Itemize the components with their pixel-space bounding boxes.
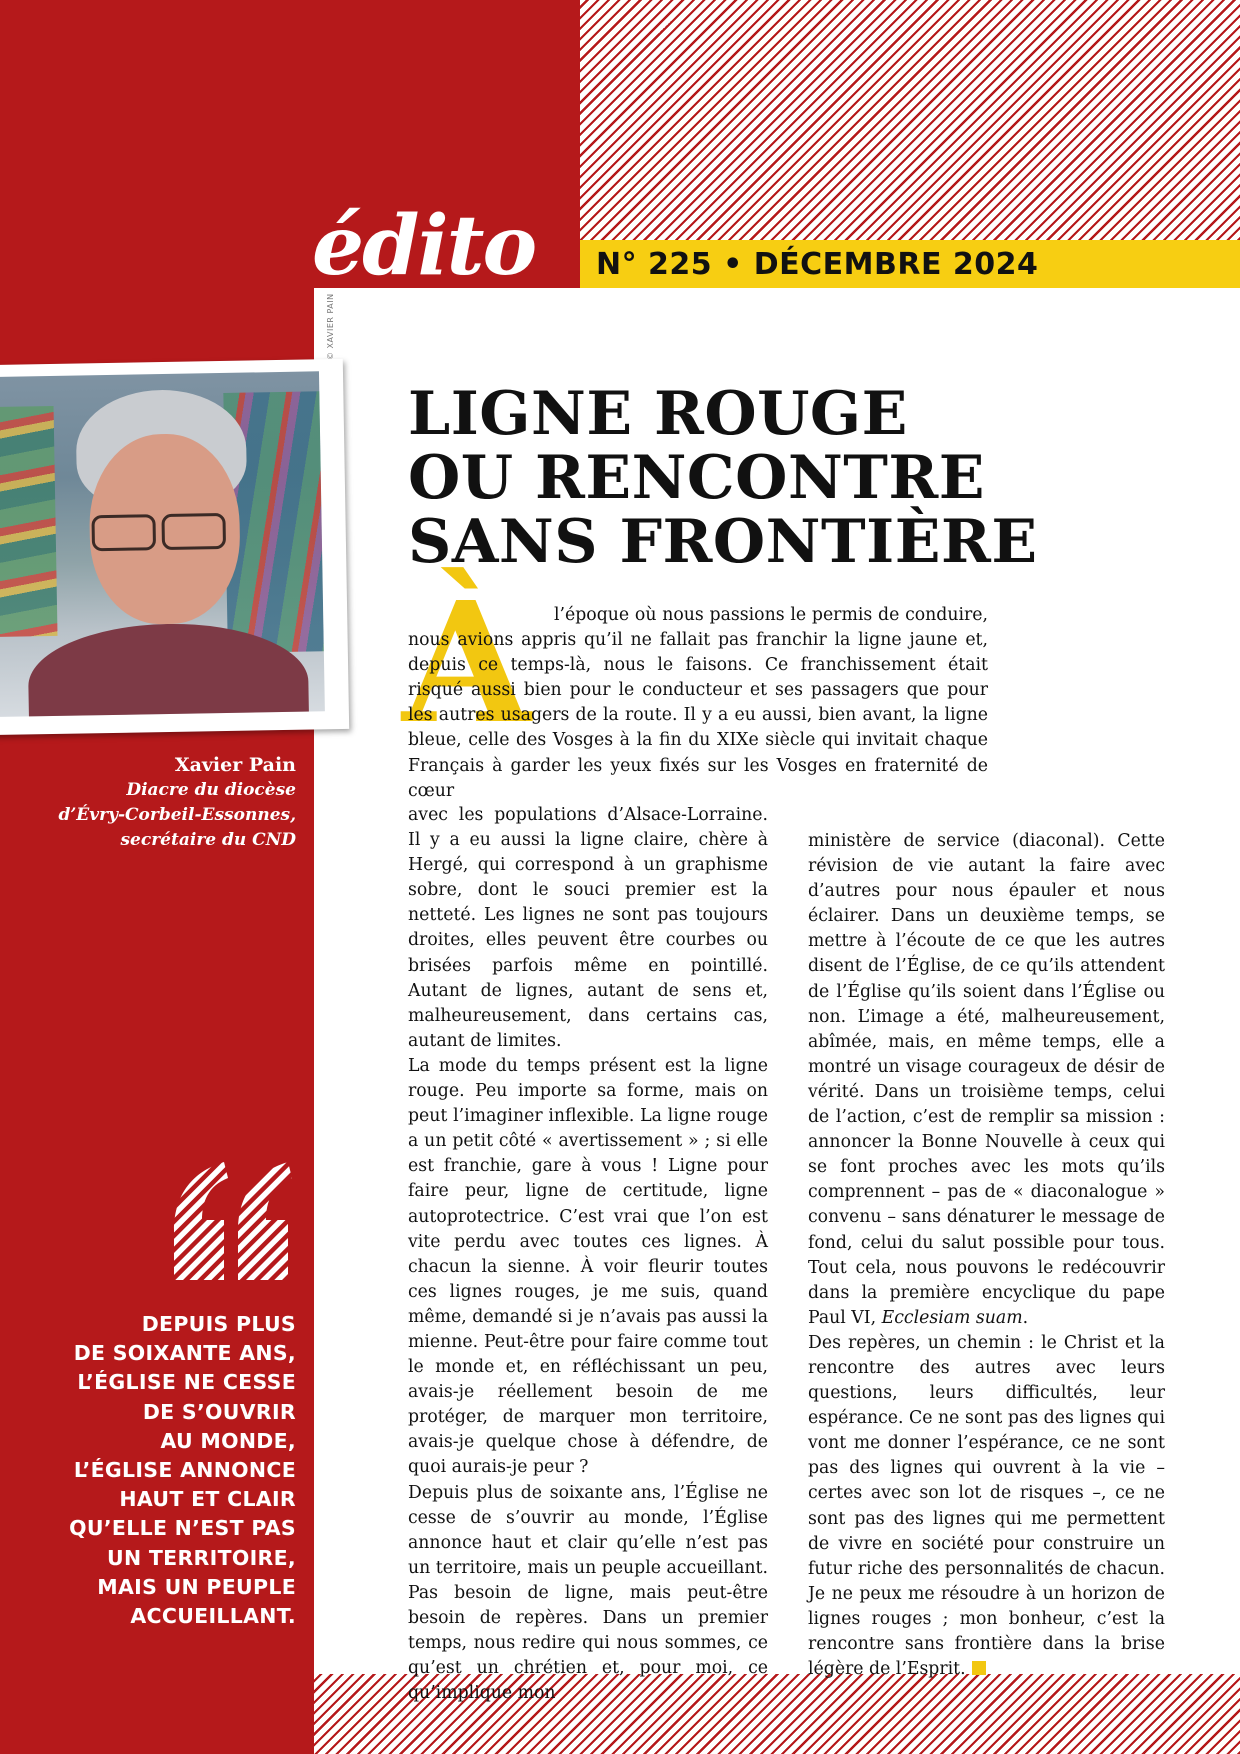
- pull-quote: [0, 1310, 296, 1631]
- climbing-wall-left: [0, 406, 58, 637]
- author-name: Xavier Pain: [174, 754, 296, 776]
- pull-quote-line: UN TERRITOIRE,: [107, 1545, 296, 1570]
- pull-quote-line: L’ÉGLISE NE CESSE: [77, 1370, 296, 1395]
- title-line: SANS FRONTIÈRE: [408, 507, 1038, 577]
- paragraph: [808, 1331, 1165, 1682]
- paragraph: Depuis plus de soixante ans, l’Église ne cesse de s’ouvrir au monde, l’Église annonce haut et clair qu’elle n’est pas un territoire, mais un peuple accueillant. Pas besoin de ligne, mais peut-être besoin de repères. Dans un premier temps, nous redire qui nous sommes, ce qu’est un chrétien et, pour moi, ce qu’implique mon: [408, 1482, 768, 1704]
- author-role-line: Diacre du diocèse: [126, 780, 296, 800]
- title-line: LIGNE ROUGE: [408, 379, 908, 449]
- paragraph: avec les populations d’Alsace-Lorraine. Il y a eu aussi la ligne claire, chère à Hergé, qui correspond à un graphisme sobre, dont le souci premier est la netteté. Les lignes ne sont pas toujours droites, elles peuvent être courbes ou brisées parfois même en pointillé. Autant de lignes, autant de sens et, malheureusement, dans certains cas, autant de limites.: [408, 805, 768, 1051]
- paragraph-end: .: [1022, 1307, 1029, 1328]
- author-role-line: secrétaire du CND: [120, 830, 296, 850]
- pull-quote-line: L’ÉGLISE ANNONCE: [73, 1458, 296, 1483]
- pull-quote-line: MAIS UN PEUPLE: [97, 1574, 296, 1599]
- pull-quote-line: QU’ELLE N’EST PAS: [69, 1516, 296, 1541]
- paragraph-text: ministère de service (diaconal). Cette révision de vie autant la faire avec d’autres pour nous épauler et nous éclairer. Dans un deuxième temps, se mettre à l’écoute de ce que les autres disent de l’Église, de ce qu’ils attendent de l’Église qu’ils soient dans l’Église ou non. L’image a été, malheureusement, abîmée, mais, en même temps, elle a montré un visage courageux de désir de vérité. Dans un troisième temps, celui de l’action, c’est de remplir sa mission : annoncer la Bonne Nouvelle à ceux qui se font proches avec les mots qu’ils comprennent – pas de « diaconalogue » convenu – sans dénaturer le message de fond, celui du salut possible pour tous. Tout cela, nous pouvons le redécouvrir dans la première encyclique du pape Paul VI,: [808, 831, 1165, 1328]
- section-label: édito: [312, 198, 536, 294]
- pull-quote-line: DE S’OUVRIR: [142, 1399, 296, 1424]
- author-block: [0, 752, 296, 853]
- encyclical-title: Ecclesiam suam: [881, 1307, 1023, 1328]
- article-column-1: [408, 803, 768, 1706]
- quote-mark-icon: [166, 1162, 296, 1282]
- article-intro: [408, 603, 988, 804]
- intro-text: l’époque où nous passions le permis de conduire, nous avions appris qu’il ne fallait pas franchir la ligne jaune et, depuis ce temps-là, nous le faisons. Ce franchissement était risqué aussi bien pour le conducteur et ses passagers que pour les autres usagers de la route. Il y a eu aussi, bien avant, la ligne bleue, celle des Vosges à la fin du XIXe siècle qui invitait chaque Français à garder les yeux fixés sur les Vosges en fraternité de cœur: [408, 605, 988, 801]
- title-line: OU RENCONTRE: [408, 443, 986, 513]
- author-role-line: d’Évry-Corbeil-Essonnes,: [58, 805, 296, 825]
- paragraph-text: Des repères, un chemin : le Christ et la rencontre des autres avec leurs questions, leurs difficultés, leur espérance. Ce ne sont pas des lignes qui vont me donner l’espérance, ce ne sont pas des lignes qui ouvrent à la vie – certes avec son lot de risques –, ce ne sont pas des lignes qui me permettent de vivre en société pour construire un futur riche des personnalités de chacun. Je ne peux me résoudre à un horizon de lignes rouges ; mon bonheur, c’est la rencontre sans frontière dans la brise légère de l’Esprit.: [808, 1332, 1165, 1680]
- paragraph: [808, 829, 1165, 1331]
- drop-cap: À: [402, 566, 531, 761]
- author-photo-frame: [0, 359, 349, 735]
- article-column-2: [808, 829, 1165, 1682]
- glasses-right-lens: [161, 513, 226, 550]
- glasses-left-lens: [91, 514, 156, 551]
- pull-quote-line: AU MONDE,: [160, 1428, 296, 1453]
- issue-line: N° 225 • DÉCEMBRE 2024: [596, 247, 1039, 282]
- end-square-icon: [972, 1661, 986, 1675]
- paragraph: La mode du temps présent est la ligne rouge. Peu importe sa forme, mais on peut l’imaginer inflexible. La ligne rouge a un petit côté « avertissement » ; si elle est franchie, gare à vous ! Ligne pour faire peur, ligne de certitude, ligne autoprotectrice. C’est vrai que l’on est vite perdu avec toutes ces lignes. À chacun la sienne. À voir fleurir toutes ces lignes rouges, je me suis, quand même, demandé si je n’avais pas aussi la mienne. Peut-être pour faire comme tout le monde et, en réfléchissant un peu, avais-je réellement besoin de me protéger, de marquer mon territoire, avais-je quelque chose à défendre, de quoi aurais-je peur ?: [408, 1055, 768, 1478]
- pull-quote-line: HAUT ET CLAIR: [119, 1487, 296, 1512]
- pull-quote-line: DEPUIS PLUS: [141, 1312, 296, 1336]
- pull-quote-line: ACCUEILLANT.: [130, 1604, 296, 1629]
- intro-paragraph: [408, 603, 988, 804]
- pull-quote-line: DE SOIXANTE ANS,: [73, 1341, 296, 1366]
- article-title: [408, 379, 1038, 577]
- top-hatch-pattern: [580, 0, 1240, 240]
- author-photo: [0, 371, 325, 717]
- photo-credit: © XAVIER PAIN: [326, 293, 335, 360]
